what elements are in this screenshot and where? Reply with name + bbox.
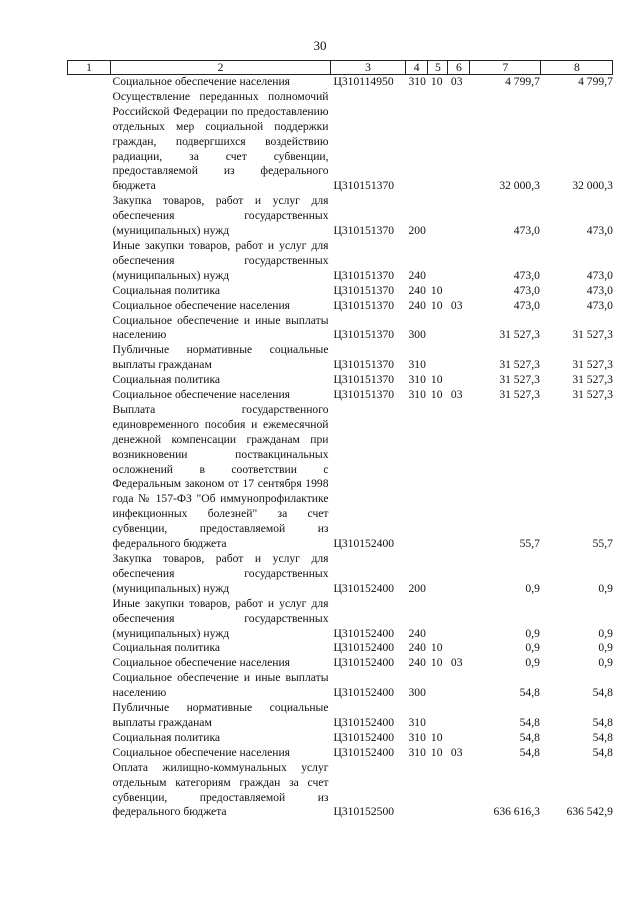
row-rz: 10 xyxy=(430,641,443,655)
row-value-7: 31 527,3 xyxy=(499,373,540,387)
row-number xyxy=(68,656,111,671)
table-row xyxy=(68,403,613,552)
header-cell-5: 5 xyxy=(428,61,448,75)
row-rz xyxy=(428,552,448,597)
row-pr xyxy=(448,284,470,299)
row-vr: 240 xyxy=(408,641,426,655)
row-vr: 310 xyxy=(408,373,426,387)
table-row xyxy=(68,75,613,90)
row-vr: 200 xyxy=(408,224,426,238)
table-row xyxy=(68,671,613,701)
row-rz: 10 xyxy=(430,75,443,88)
row-rz: 10 xyxy=(430,298,443,312)
header-cell-4: 4 xyxy=(406,61,428,75)
table-row xyxy=(68,373,613,388)
row-value-8: 31 527,3 xyxy=(572,388,613,402)
row-number xyxy=(68,746,111,761)
row-value-8: 54,8 xyxy=(592,745,613,759)
row-value-8: 473,0 xyxy=(586,268,613,282)
row-rz xyxy=(428,701,448,731)
row-value-7: 54,8 xyxy=(519,715,540,729)
row-name: Закупка товаров, работ и услуг для обеспечения государственных (муниципальных) нужд xyxy=(112,552,329,595)
row-value-7: 636 616,3 xyxy=(493,805,540,819)
row-value-7: 54,8 xyxy=(519,686,540,700)
row-value-8: 31 527,3 xyxy=(572,358,613,372)
row-value-7: 473,0 xyxy=(513,298,540,312)
row-value-8: 31 527,3 xyxy=(572,373,613,387)
row-number xyxy=(68,284,111,299)
row-value-8: 55,7 xyxy=(592,537,613,551)
row-name: Иные закупки товаров, работ и услуг для обеспечения государственных (муниципальных) нужд xyxy=(112,238,329,282)
row-name: Социальное обеспечение населения xyxy=(112,75,291,88)
row-value-7: 0,9 xyxy=(525,626,540,640)
row-pr xyxy=(448,373,470,388)
row-pr xyxy=(448,552,470,597)
row-rz: 10 xyxy=(430,373,443,387)
table-header xyxy=(68,61,613,75)
row-value-8: 473,0 xyxy=(586,224,613,238)
table-body xyxy=(68,75,613,821)
table-row xyxy=(68,314,613,344)
row-code: Ц310114950 xyxy=(333,75,394,88)
row-code: Ц310152400 xyxy=(333,686,395,700)
row-value-7: 31 527,3 xyxy=(499,328,540,342)
row-vr: 310 xyxy=(408,715,426,729)
row-vr: 300 xyxy=(408,686,426,700)
row-pr: 03 xyxy=(450,75,463,88)
row-value-7: 0,9 xyxy=(525,656,540,670)
table-row xyxy=(68,299,613,314)
row-number xyxy=(68,641,111,656)
row-value-8: 31 527,3 xyxy=(572,328,613,342)
row-rz: 10 xyxy=(430,283,443,297)
row-rz xyxy=(428,597,448,642)
row-code: Ц310151370 xyxy=(333,373,395,387)
row-value-7: 0,9 xyxy=(525,641,540,655)
row-value-8: 0,9 xyxy=(598,656,613,670)
row-value-8: 0,9 xyxy=(598,626,613,640)
row-value-7: 31 527,3 xyxy=(499,388,540,402)
row-code: Ц310151370 xyxy=(333,283,395,297)
row-number xyxy=(68,731,111,746)
row-rz: 10 xyxy=(430,730,443,744)
row-number xyxy=(68,597,111,642)
row-number xyxy=(68,671,111,701)
table-row xyxy=(68,552,613,597)
row-pr xyxy=(448,701,470,731)
row-rz xyxy=(428,671,448,701)
row-vr: 300 xyxy=(408,328,426,342)
row-name: Социальная политика xyxy=(112,283,221,297)
row-name: Публичные нормативные социальные выплаты гражданам xyxy=(112,343,329,372)
row-pr xyxy=(448,671,470,701)
row-name: Социальное обеспечение населения xyxy=(112,388,291,402)
row-number xyxy=(68,343,111,373)
row-rz xyxy=(428,343,448,373)
page-number: 30 xyxy=(313,38,327,53)
row-number xyxy=(68,373,111,388)
row-code: Ц310152400 xyxy=(333,715,395,729)
row-name: Публичные нормативные социальные выплаты гражданам xyxy=(112,701,329,729)
row-name: Иные закупки товаров, работ и услуг для обеспечения государственных (муниципальных) нужд xyxy=(112,596,329,640)
row-code: Ц310151370 xyxy=(333,358,395,372)
row-value-8: 32 000,3 xyxy=(572,179,613,193)
row-value-7: 473,0 xyxy=(513,283,540,297)
row-code: Ц310152400 xyxy=(333,641,395,655)
row-value-7: 31 527,3 xyxy=(499,358,540,372)
budget-table xyxy=(67,60,613,820)
header-cell-7: 7 xyxy=(470,61,541,75)
row-number xyxy=(68,701,111,731)
row-value-7: 54,8 xyxy=(519,730,540,744)
table-row xyxy=(68,239,613,284)
row-pr: 03 xyxy=(450,298,463,312)
row-rz xyxy=(428,761,448,821)
row-pr xyxy=(448,343,470,373)
row-name: Социальное обеспечение и иные выплаты населению xyxy=(112,313,329,342)
row-vr xyxy=(406,403,428,552)
row-value-8: 473,0 xyxy=(586,283,613,297)
row-value-8: 473,0 xyxy=(586,298,613,312)
table-row xyxy=(68,761,613,821)
row-vr: 310 xyxy=(408,730,426,744)
row-vr: 240 xyxy=(408,268,426,282)
table-row xyxy=(68,731,613,746)
row-name: Социальная политика xyxy=(112,641,221,655)
row-rz: 10 xyxy=(430,656,443,670)
table-row xyxy=(68,746,613,761)
row-name: Выплата государственного единовременного пособия и ежемесячной денежной компенсации гражданам при возникновении поствакцинальных осложнений в соответствии с Федеральным законом от 17 сентября 1998 года № 157-ФЗ "Об иммунопрофилактике инфекционных болезней" за счет субвенции, предоставляемой из федерального бюджета xyxy=(112,402,329,551)
table-row xyxy=(68,194,613,239)
row-vr: 310 xyxy=(408,75,426,88)
row-vr: 310 xyxy=(408,358,426,372)
row-number xyxy=(68,90,111,194)
row-pr xyxy=(448,90,470,194)
row-number xyxy=(68,299,111,314)
row-vr: 240 xyxy=(408,626,426,640)
row-name: Социальная политика xyxy=(112,373,221,387)
header-cell-6: 6 xyxy=(448,61,470,75)
row-value-7: 55,7 xyxy=(519,537,540,551)
header-row xyxy=(68,61,613,75)
table-row xyxy=(68,656,613,671)
row-value-7: 0,9 xyxy=(525,581,540,595)
row-code: Ц310152400 xyxy=(333,730,395,744)
row-vr: 310 xyxy=(408,388,426,402)
row-value-7: 4 799,7 xyxy=(505,75,540,88)
row-pr xyxy=(448,731,470,746)
row-name: Закупка товаров, работ и услуг для обеспечения государственных (муниципальных) нужд xyxy=(112,194,329,238)
row-pr: 03 xyxy=(450,656,463,670)
row-value-8: 0,9 xyxy=(598,581,613,595)
row-vr xyxy=(406,90,428,194)
row-rz xyxy=(428,403,448,552)
row-code: Ц310151370 xyxy=(333,388,395,402)
row-rz xyxy=(428,314,448,344)
row-name: Осуществление переданных полномочий Российской Федерации по предоставлению отдельных мер социальной поддержки граждан, подвергшихся воздействию радиации, за счет субвенции, предоставляемой из федерального бюджета xyxy=(112,89,329,193)
row-value-8: 54,8 xyxy=(592,686,613,700)
row-value-8: 4 799,7 xyxy=(578,75,613,88)
header-cell-2: 2 xyxy=(111,61,331,75)
row-rz xyxy=(428,239,448,284)
row-pr: 03 xyxy=(450,745,463,759)
table-row xyxy=(68,284,613,299)
row-number xyxy=(68,761,111,821)
row-pr: 03 xyxy=(450,388,463,402)
row-code: Ц310152400 xyxy=(333,626,395,640)
row-name: Социальное обеспечение населения xyxy=(112,745,291,759)
row-name: Социальное обеспечение населения xyxy=(112,298,291,312)
row-number xyxy=(68,194,111,239)
row-rz xyxy=(428,194,448,239)
row-code: Ц310152500 xyxy=(333,805,395,819)
row-vr xyxy=(406,761,428,821)
row-value-8: 636 542,9 xyxy=(566,805,613,819)
row-rz: 10 xyxy=(430,745,443,759)
row-value-8: 54,8 xyxy=(592,715,613,729)
row-code: Ц310152400 xyxy=(333,581,395,595)
table-row xyxy=(68,343,613,373)
header-cell-1: 1 xyxy=(68,61,111,75)
row-name: Социальное обеспечение населения xyxy=(112,656,291,670)
row-value-8: 0,9 xyxy=(598,641,613,655)
row-name: Оплата жилищно-коммунальных услуг отдельным категориям граждан за счет субвенции, предоставляемой из федерального бюджета xyxy=(112,760,329,819)
row-vr: 310 xyxy=(408,745,426,759)
row-number xyxy=(68,314,111,344)
row-number xyxy=(68,552,111,597)
row-value-7: 32 000,3 xyxy=(499,179,540,193)
table-row xyxy=(68,90,613,194)
row-rz: 10 xyxy=(430,388,443,402)
row-code: Ц310151370 xyxy=(333,298,395,312)
row-pr xyxy=(448,314,470,344)
row-code: Ц310151370 xyxy=(333,179,395,193)
row-code: Ц310151370 xyxy=(333,328,395,342)
row-number xyxy=(68,388,111,403)
row-pr xyxy=(448,641,470,656)
row-name: Социальная политика xyxy=(112,730,221,744)
row-name: Социальное обеспечение и иные выплаты населению xyxy=(112,671,329,700)
row-rz xyxy=(428,90,448,194)
row-pr xyxy=(448,239,470,284)
row-value-7: 473,0 xyxy=(513,268,540,282)
table-row xyxy=(68,388,613,403)
row-pr xyxy=(448,597,470,642)
row-number xyxy=(68,75,111,90)
row-pr xyxy=(448,403,470,552)
row-vr: 240 xyxy=(408,656,426,670)
header-cell-8: 8 xyxy=(541,61,613,75)
row-code: Ц310152400 xyxy=(333,745,395,759)
row-vr: 200 xyxy=(408,581,426,595)
row-code: Ц310152400 xyxy=(333,537,395,551)
row-value-7: 473,0 xyxy=(513,224,540,238)
row-vr: 240 xyxy=(408,283,426,297)
table-row xyxy=(68,641,613,656)
row-code: Ц310151370 xyxy=(333,268,395,282)
row-value-8: 54,8 xyxy=(592,730,613,744)
row-code: Ц310152400 xyxy=(333,656,395,670)
row-number xyxy=(68,239,111,284)
row-code: Ц310151370 xyxy=(333,224,395,238)
header-cell-3: 3 xyxy=(331,61,406,75)
table-row xyxy=(68,701,613,731)
row-pr xyxy=(448,194,470,239)
row-number xyxy=(68,403,111,552)
table-row xyxy=(68,597,613,642)
row-pr xyxy=(448,761,470,821)
row-value-7: 54,8 xyxy=(519,745,540,759)
row-vr: 240 xyxy=(408,298,426,312)
